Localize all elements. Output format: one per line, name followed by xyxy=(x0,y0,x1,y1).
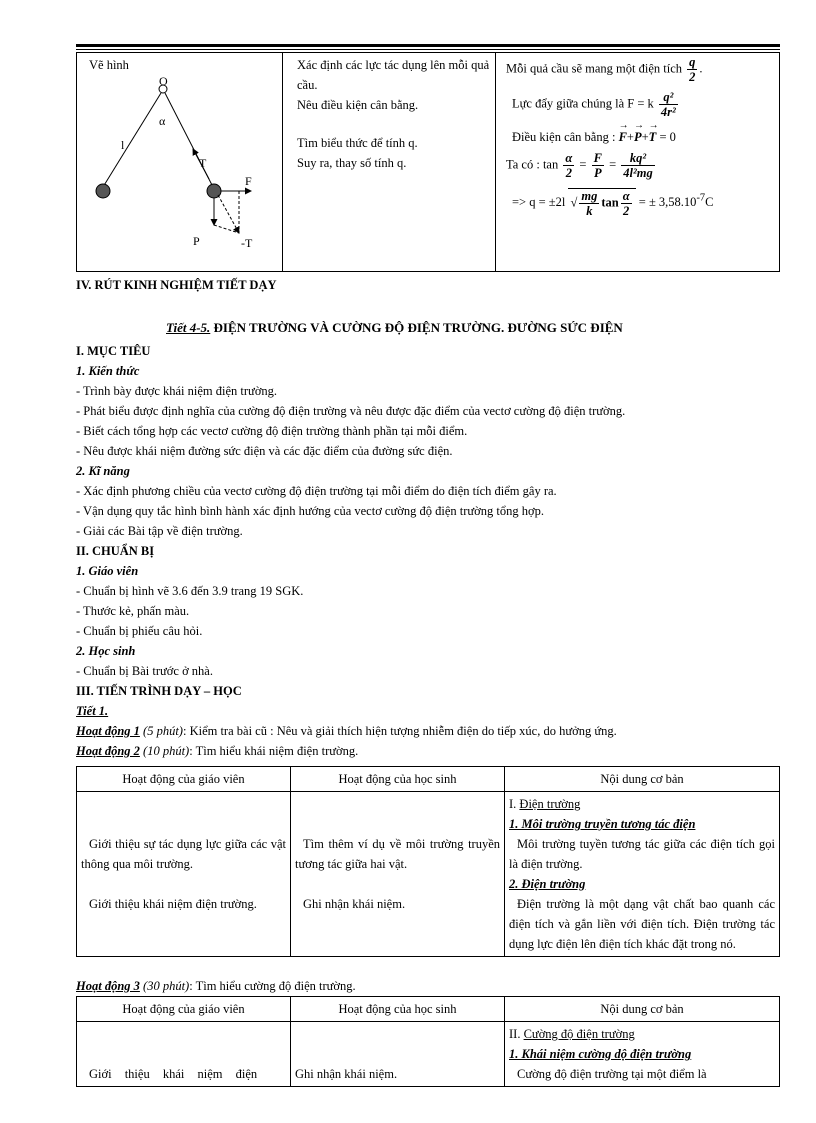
activity-3: Hoạt động 3 (30 phút): Tìm hiểu cường độ điện trường. xyxy=(76,979,356,993)
section-iii: III. TIẾN TRÌNH DẠY – HỌC xyxy=(76,684,242,698)
header-teacher-2: Hoạt động của giáo viên xyxy=(77,997,291,1022)
header-content-2: Nội dung cơ bản xyxy=(505,997,780,1022)
teacher-3: - Chuẩn bị phiếu câu hỏi. xyxy=(76,624,203,638)
step-1: Xác định các lực tác dụng lên mỗi quả cầu. xyxy=(297,58,490,92)
draw-figure-label: Vẽ hình xyxy=(89,58,129,72)
top-rule-thin xyxy=(76,49,780,50)
f-label: F xyxy=(245,174,252,188)
alpha-label: α xyxy=(159,114,166,128)
figure-cell xyxy=(77,53,283,272)
minus-t-label: -T xyxy=(241,236,253,250)
header-student-2: Hoạt động của học sinh xyxy=(291,997,505,1022)
knowledge-1: - Trình bày được khái niệm điện trường. xyxy=(76,384,278,398)
student-cell: Tìm thêm ví dụ về môi trường truyền tương tác giữa hai vật. Ghi nhận khái niệm. xyxy=(291,792,505,957)
header-teacher: Hoạt động của giáo viên xyxy=(77,767,291,792)
teacher-head: 1. Giáo viên xyxy=(76,564,139,578)
knowledge-head: 1. Kiến thức xyxy=(76,364,140,378)
teacher-2: - Thước kẻ, phấn màu. xyxy=(76,604,190,618)
period-1: Tiết 1. xyxy=(76,704,109,718)
step-4: Suy ra, thay số tính q. xyxy=(297,156,407,170)
skill-2: - Vận dụng quy tắc hình bình hành xác định hướng của vectơ cường độ điện trường tổng hợp. xyxy=(76,504,544,518)
result-prefix: => q = ±2l xyxy=(512,194,566,209)
knowledge-3: - Biết cách tổng hợp các vectơ cường độ điện trường thành phần tại mỗi điểm. xyxy=(76,424,468,438)
student-1: - Chuẩn bị Bài trước ở nhà. xyxy=(76,664,213,678)
force-frac: $\frac{\text{q²}}{\text{4r²}}$ xyxy=(660,90,676,119)
objectives xyxy=(76,341,625,761)
pendulum-figure xyxy=(81,75,271,265)
student-cell-2: Ghi nhận khái niệm. xyxy=(291,1022,505,1087)
balance-eq: = 0 xyxy=(659,130,676,144)
tan-text: Ta có : tan xyxy=(506,157,559,172)
l-label: l xyxy=(121,138,125,152)
skill-head: 2. Kĩ năng xyxy=(76,464,130,478)
header-content: Nội dung cơ bản xyxy=(505,767,780,792)
content-cell-2: II. Cường độ điện trường 1. Khái niệm cường dộ điện trường Cường độ điện trường tại một điểm là xyxy=(505,1022,780,1087)
charge-text: Mỗi quả cầu sẽ mang một điện tích xyxy=(506,61,683,76)
left-ball xyxy=(96,184,110,198)
t-label: T xyxy=(199,156,207,170)
step-2: Nêu điều kiện cân bằng. xyxy=(297,98,419,112)
charge-line: Mỗi quả cầu sẽ mang một điện tích $\frac{q}{2}$ . xyxy=(506,55,703,84)
balance-text: Điều kiện cân bằng : xyxy=(512,130,616,144)
force-line xyxy=(506,90,775,119)
skill-1: - Xác định phương chiều của vectơ cường độ điện trường tại mỗi điểm do điện tích điểm gây ra. xyxy=(76,484,557,498)
charge-frac: $\frac{q}{2}$ xyxy=(689,55,696,84)
content-cell: I. Điện trường 1. Môi trường truyền tương tác điện Môi trường tuyền tương tác giữa các điện tích gọi là điện trường. 2. Điện trường Điện trường là một dạng vật chất bao quanh các điện tích và gắn liền với điện tích. Điện trường tác dụng lực điện lên điện tích khác đặt trong nó. xyxy=(505,792,780,957)
step-3: Tìm biểu thức để tính q. xyxy=(297,136,418,150)
o-label: O xyxy=(159,75,168,88)
steps-cell xyxy=(283,53,496,272)
teacher-1: - Chuẩn bị hình vẽ 3.6 đến 3.9 trang 19 SGK. xyxy=(76,584,304,598)
lesson-title xyxy=(166,320,623,336)
result-value: = ± 3,58.10 xyxy=(638,194,697,209)
force-text: Lực đẩy giữa chúng là F = k xyxy=(512,96,654,111)
skill-3: - Giải các Bài tập về điện trường. xyxy=(76,524,243,538)
section-ii: II. CHUẨN BỊ xyxy=(76,544,155,558)
tan-line: Ta có : tan $\frac{\alpha}{2}$ = $\frac{F}{P}$ = $\frac{\text{kq²}}{\text{4l²mg}}$ xyxy=(506,151,653,180)
teacher-cell: Giới thiệu sự tác dụng lực giữa các vật thông qua môi trường. Giới thiệu khái niệm điện trường. xyxy=(77,792,291,957)
activity-3-table xyxy=(76,996,780,1087)
top-rule-thick xyxy=(76,44,780,47)
teacher-cell-2: Giới thiệu khái niệm điện xyxy=(77,1022,291,1087)
section-i: I. MỤC TIÊU xyxy=(76,344,151,358)
solution-table xyxy=(76,52,780,272)
activity-1: Hoạt động 1 (5 phút): Kiểm tra bài cũ : Nêu và giải thích hiện tượng nhiễm điện do tiếp xúc, do hưởng ứng. xyxy=(76,724,617,738)
result-line: => q = ±2l √ $\frac{mg}{k}$ tan $\frac{\alpha}{2}$ = ± $3,58.10^{-7}C$ xyxy=(512,189,714,218)
activity-2: Hoạt động 2 (10 phút): Tìm hiểu khái niệm điện trường. xyxy=(76,744,359,758)
student-head: 2. Học sinh xyxy=(76,644,136,658)
formula-cell xyxy=(496,53,780,272)
lesson-title-text: ĐIỆN TRƯỜNG VÀ CƯỜNG ĐỘ ĐIỆN TRƯỜNG. ĐƯỜNG SỨC ĐIỆN xyxy=(213,320,623,335)
left-string xyxy=(103,93,161,187)
balance-line: Điều kiện cân bằng : → F+→ P+→ T = 0 xyxy=(506,127,775,147)
header-student: Hoạt động của học sinh xyxy=(291,767,505,792)
knowledge-4: - Nêu được khái niệm đường sức điện và các đặc điểm của đường sức điện. xyxy=(76,444,453,458)
lesson-number: Tiết 4-5. xyxy=(166,320,211,335)
p-label: P xyxy=(193,234,200,248)
activity-2-table xyxy=(76,766,780,957)
section-iv: IV. RÚT KINH NGHIỆM TIẾT DẠY xyxy=(76,278,277,292)
knowledge-2: - Phát biểu được định nghĩa của cường độ điện trường và nêu được đặc điểm của vectơ cường độ điện trường. xyxy=(76,404,626,418)
